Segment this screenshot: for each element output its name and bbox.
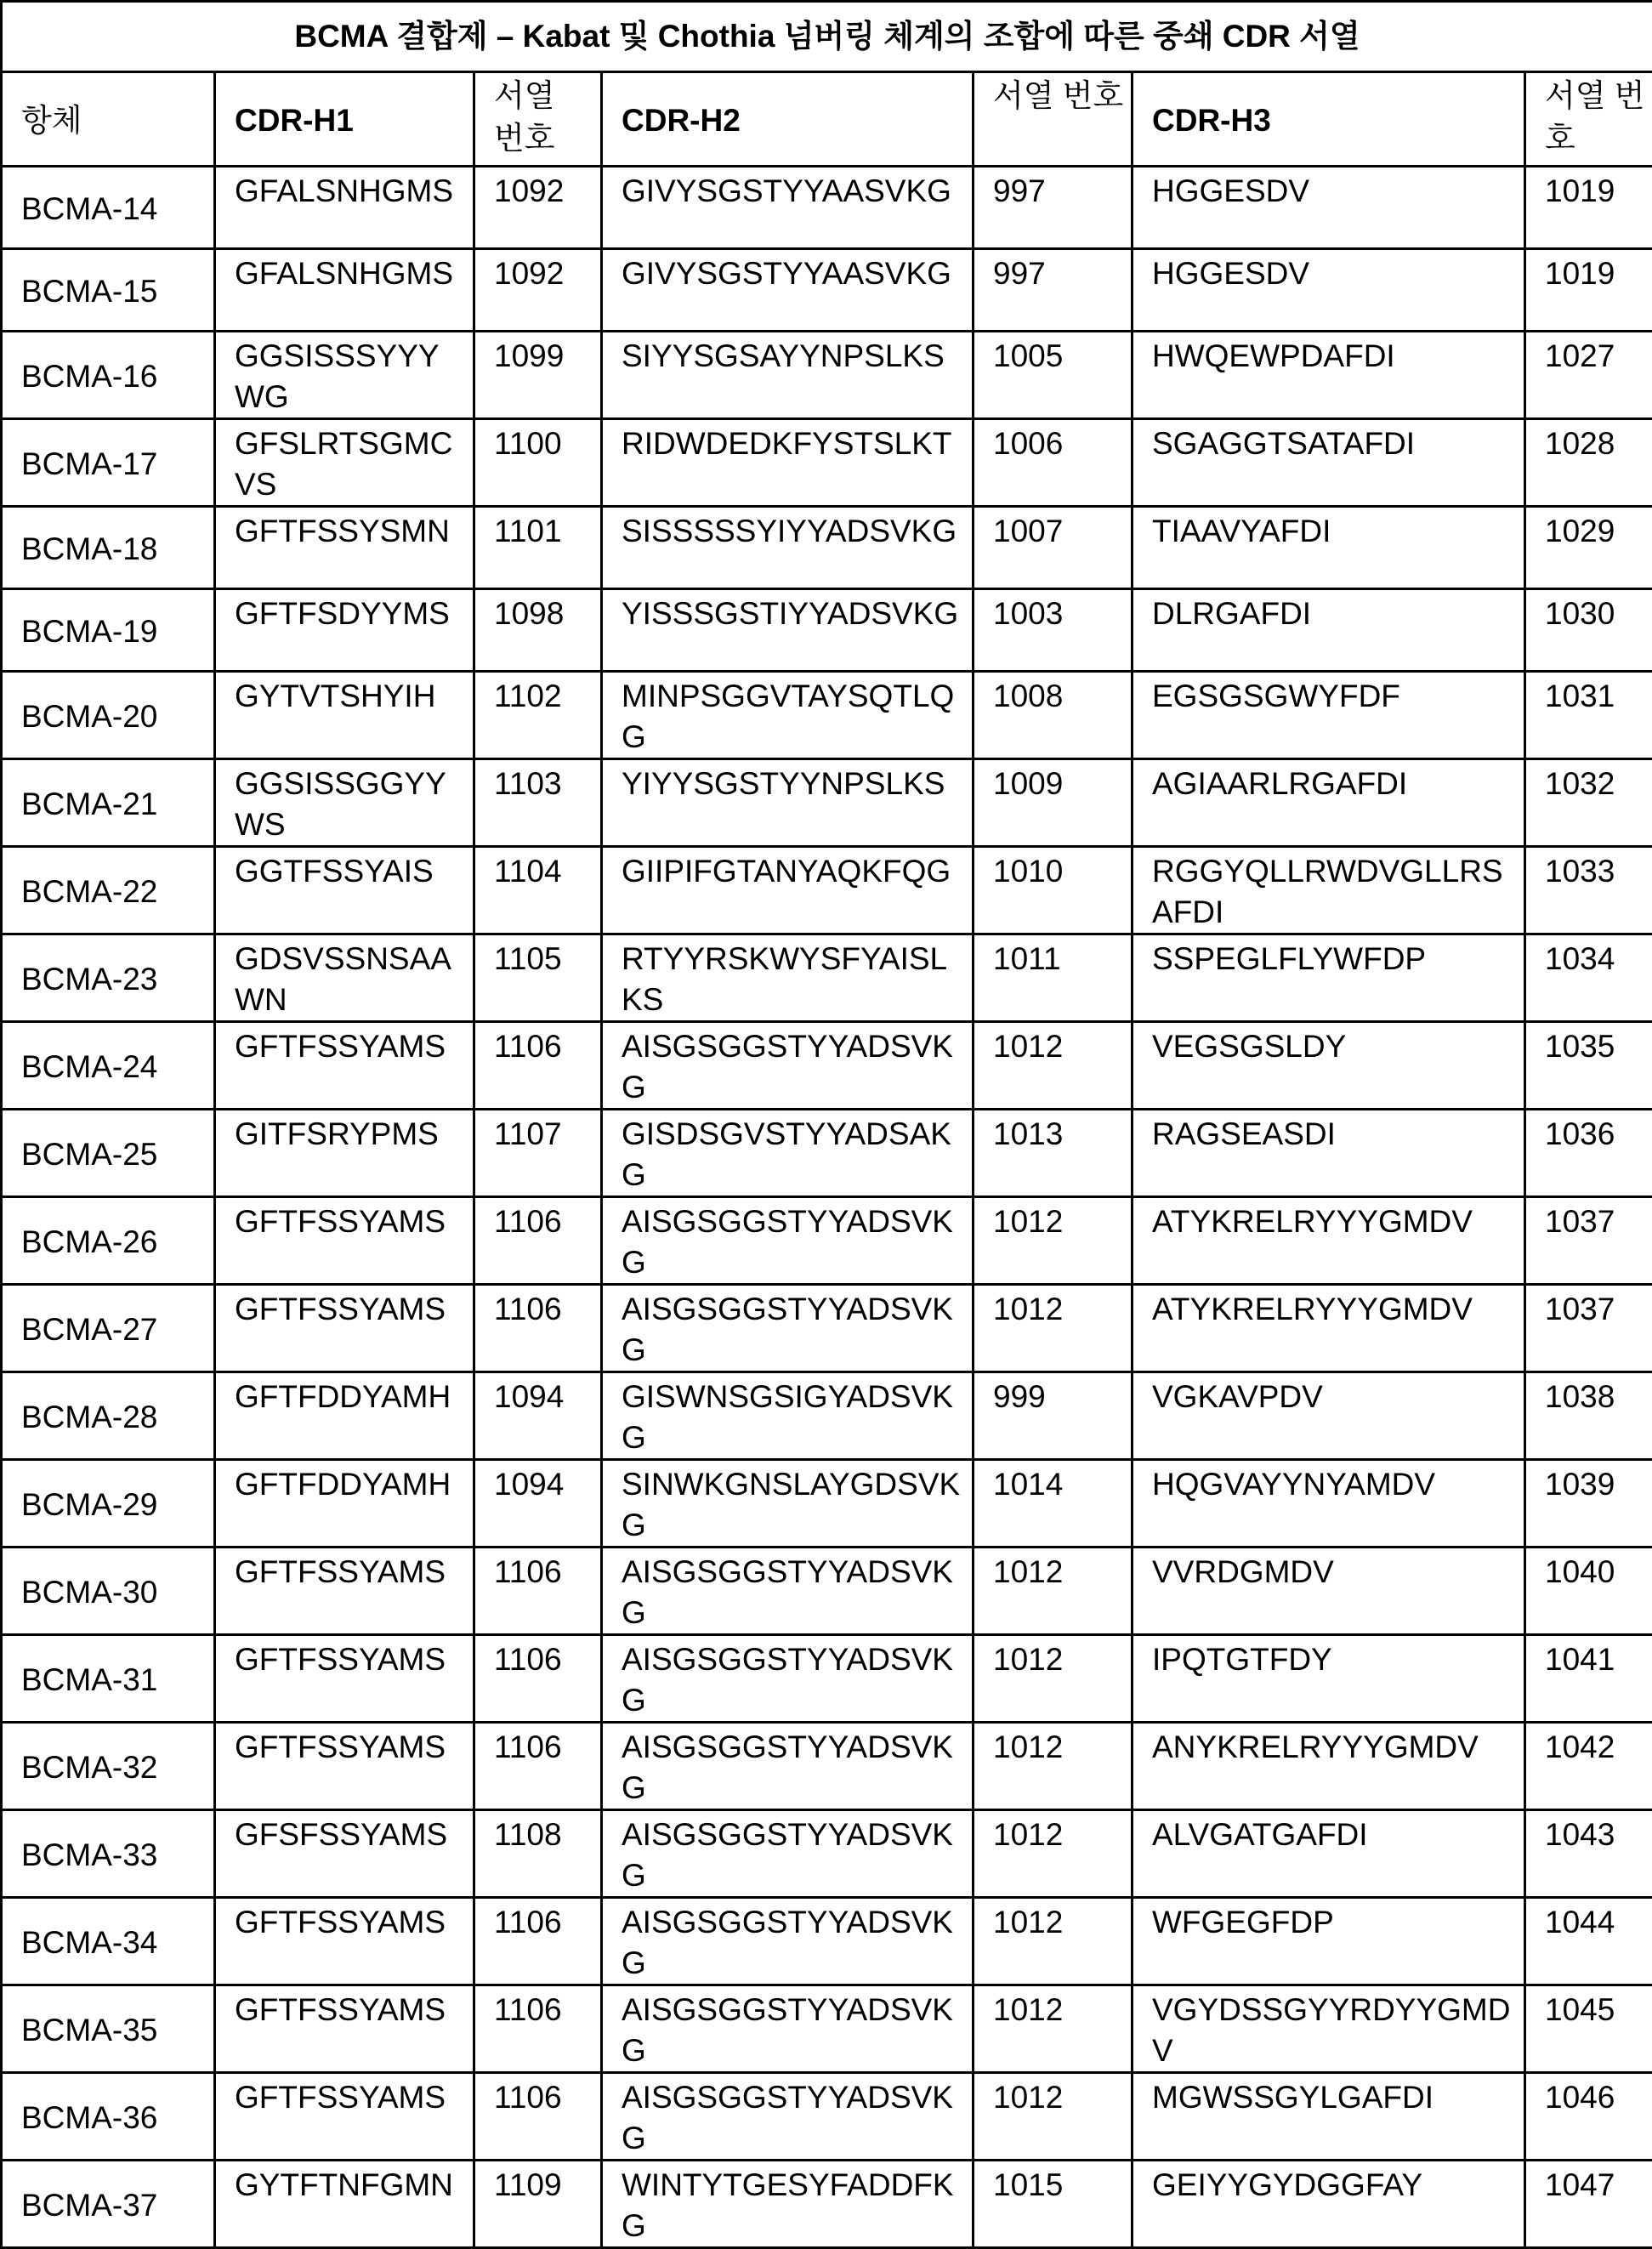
cdr-h1-cell: GFTFSSYSMN: [215, 507, 474, 589]
cdr-h2-cell: GIVYSGSTYYAASVKG: [602, 249, 974, 332]
cdr-h3-seq-id-cell: 1042: [1525, 1723, 1652, 1810]
cdr-h2-seq-id-cell: 1012: [974, 1635, 1133, 1723]
cdr-h2-cell: RTYYRSKWYSFYAISLKS: [602, 934, 974, 1022]
cdr-h3-cell: HQGVAYYNYAMDV: [1133, 1460, 1525, 1548]
cdr-h1-seq-id-cell: 1106: [474, 1723, 602, 1810]
cdr-h2-cell: GISWNSGSIGYADSVKG: [602, 1372, 974, 1460]
cdr-h2-cell: AISGSGGSTYYADSVKG: [602, 1898, 974, 1985]
cdr-h3-cell: MGWSSGYLGAFDI: [1133, 2073, 1525, 2161]
cdr-h2-cell: SINWKGNSLAYGDSVKG: [602, 1460, 974, 1548]
cdr-h1-seq-id-cell: 1092: [474, 167, 602, 249]
cdr-h1-seq-id-cell: 1107: [474, 1110, 602, 1197]
cdr-h2-cell: WINTYTGESYFADDFKG: [602, 2161, 974, 2248]
cdr-h1-seq-id-cell: 1101: [474, 507, 602, 589]
cdr-h1-cell: GFTFDDYAMH: [215, 1460, 474, 1548]
cdr-h2-seq-id-cell: 999: [974, 1372, 1133, 1460]
cdr-h3-cell: VVRDGMDV: [1133, 1548, 1525, 1635]
cdr-h2-seq-id-cell: 1012: [974, 1810, 1133, 1898]
cdr-h2-cell: YIYYSGSTYYNPSLKS: [602, 759, 974, 847]
cdr-h1-cell: GFTFSSYAMS: [215, 1548, 474, 1635]
table-row: [2, 332, 1652, 419]
antibody-cell: BCMA-15: [2, 249, 215, 332]
antibody-cell: BCMA-25: [2, 1110, 215, 1197]
cdr-h2-seq-id-cell: 1010: [974, 847, 1133, 934]
cdr-h2-cell: MINPSGGVTAYSQTLQG: [602, 672, 974, 759]
cdr-h1-cell: GFTFSSYAMS: [215, 1985, 474, 2073]
cdr-h2-seq-id-cell: 997: [974, 249, 1133, 332]
table-row: [2, 1285, 1652, 1372]
header-seq-no-3: 서열 번호: [1525, 72, 1652, 167]
cdr-h1-seq-id-cell: 1106: [474, 2073, 602, 2161]
cdr-h2-seq-id-cell: 1012: [974, 1548, 1133, 1635]
table-row: [2, 167, 1652, 249]
cdr-h2-seq-id-cell: 1012: [974, 1285, 1133, 1372]
cdr-h1-cell: GFTFSDYYMS: [215, 589, 474, 672]
cdr-h2-seq-id-cell: 1011: [974, 934, 1133, 1022]
cdr-h1-cell: GFTFSSYAMS: [215, 1022, 474, 1110]
cdr-h3-seq-id-cell: 1032: [1525, 759, 1652, 847]
cdr-h2-seq-id-cell: 1009: [974, 759, 1133, 847]
cdr-h1-cell: GDSVSSNSAAWN: [215, 934, 474, 1022]
cdr-h2-seq-id-cell: 997: [974, 167, 1133, 249]
cdr-h1-seq-id-cell: 1106: [474, 1635, 602, 1723]
antibody-cell: BCMA-34: [2, 1898, 215, 1985]
cdr-h2-cell: AISGSGGSTYYADSVKG: [602, 2073, 974, 2161]
cdr-h3-cell: WFGEGFDP: [1133, 1898, 1525, 1985]
cdr-h3-seq-id-cell: 1038: [1525, 1372, 1652, 1460]
header-cdr-h3: CDR-H3: [1133, 72, 1525, 167]
cdr-h2-cell: AISGSGGSTYYADSVKG: [602, 1197, 974, 1285]
cdr-h1-seq-id-cell: 1106: [474, 1898, 602, 1985]
cdr-h1-cell: GFSFSSYAMS: [215, 1810, 474, 1898]
table-row: [2, 672, 1652, 759]
table-row: [2, 1548, 1652, 1635]
cdr-h3-cell: EGSGSGWYFDF: [1133, 672, 1525, 759]
cdr-h2-seq-id-cell: 1015: [974, 2161, 1133, 2248]
cdr-h3-cell: ATYKRELRYYYGMDV: [1133, 1197, 1525, 1285]
antibody-cell: BCMA-21: [2, 759, 215, 847]
cdr-h3-seq-id-cell: 1033: [1525, 847, 1652, 934]
cdr-h3-seq-id-cell: 1027: [1525, 332, 1652, 419]
cdr-h2-cell: AISGSGGSTYYADSVKG: [602, 1285, 974, 1372]
cdr-h1-cell: GFTFSSYAMS: [215, 1635, 474, 1723]
cdr-h1-cell: GFSLRTSGMCVS: [215, 419, 474, 507]
cdr-h3-cell: ALVGATGAFDI: [1133, 1810, 1525, 1898]
table-row: [2, 847, 1652, 934]
cdr-h1-seq-id-cell: 1106: [474, 1022, 602, 1110]
cdr-h2-seq-id-cell: 1008: [974, 672, 1133, 759]
cdr-h3-cell: VGYDSSGYYRDYYGMDV: [1133, 1985, 1525, 2073]
cdr-h2-cell: GIVYSGSTYYAASVKG: [602, 167, 974, 249]
cdr-h3-seq-id-cell: 1019: [1525, 167, 1652, 249]
cdr-h1-cell: GFALSNHGMS: [215, 249, 474, 332]
cdr-h1-cell: GFTFSSYAMS: [215, 1197, 474, 1285]
cdr-h1-cell: GFTFSSYAMS: [215, 1723, 474, 1810]
cdr-h3-cell: RAGSEASDI: [1133, 1110, 1525, 1197]
cdr-h2-cell: SISSSSSYIYYADSVKG: [602, 507, 974, 589]
cdr-h2-cell: GISDSGVSTYYADSAKG: [602, 1110, 974, 1197]
cdr-h1-seq-id-cell: 1099: [474, 332, 602, 419]
table-row: [2, 1022, 1652, 1110]
cdr-h3-seq-id-cell: 1019: [1525, 249, 1652, 332]
cdr-h2-cell: AISGSGGSTYYADSVKG: [602, 1723, 974, 1810]
antibody-cell: BCMA-29: [2, 1460, 215, 1548]
cdr-h1-seq-id-cell: 1108: [474, 1810, 602, 1898]
cdr-h1-seq-id-cell: 1105: [474, 934, 602, 1022]
cdr-h3-cell: SGAGGTSATAFDI: [1133, 419, 1525, 507]
cdr-h2-seq-id-cell: 1012: [974, 1197, 1133, 1285]
cdr-h3-seq-id-cell: 1045: [1525, 1985, 1652, 2073]
cdr-h3-cell: HGGESDV: [1133, 249, 1525, 332]
cdr-h2-cell: YISSSGSTIYYADSVKG: [602, 589, 974, 672]
antibody-cell: BCMA-33: [2, 1810, 215, 1898]
table-row: [2, 1810, 1652, 1898]
antibody-cell: BCMA-16: [2, 332, 215, 419]
antibody-cell: BCMA-31: [2, 1635, 215, 1723]
antibody-cell: BCMA-37: [2, 2161, 215, 2248]
antibody-cell: BCMA-35: [2, 1985, 215, 2073]
cdr-h1-cell: GFTFSSYAMS: [215, 2073, 474, 2161]
cdr-sequence-table: [0, 0, 1652, 2249]
antibody-cell: BCMA-17: [2, 419, 215, 507]
cdr-h2-seq-id-cell: 1006: [974, 419, 1133, 507]
cdr-h3-cell: IPQTGTFDY: [1133, 1635, 1525, 1723]
cdr-h3-seq-id-cell: 1043: [1525, 1810, 1652, 1898]
cdr-h1-seq-id-cell: 1092: [474, 249, 602, 332]
cdr-h3-seq-id-cell: 1028: [1525, 419, 1652, 507]
cdr-h1-cell: GGSISSGGYYWS: [215, 759, 474, 847]
cdr-h1-cell: GFTFSSYAMS: [215, 1285, 474, 1372]
table-title: BCMA 결합제 – Kabat 및 Chothia 넘버링 체계의 조합에 따른 중쇄 CDR 서열: [2, 2, 1652, 72]
antibody-cell: BCMA-24: [2, 1022, 215, 1110]
cdr-h3-cell: VGKAVPDV: [1133, 1372, 1525, 1460]
cdr-h3-cell: HWQEWPDAFDI: [1133, 332, 1525, 419]
cdr-h2-cell: GIIPIFGTANYAQKFQG: [602, 847, 974, 934]
cdr-h3-cell: VEGSGSLDY: [1133, 1022, 1525, 1110]
cdr-h1-seq-id-cell: 1100: [474, 419, 602, 507]
cdr-h3-seq-id-cell: 1047: [1525, 2161, 1652, 2248]
table-row: [2, 1197, 1652, 1285]
table-row: [2, 1110, 1652, 1197]
cdr-h1-cell: GITFSRYPMS: [215, 1110, 474, 1197]
cdr-h2-cell: AISGSGGSTYYADSVKG: [602, 1810, 974, 1898]
cdr-h2-seq-id-cell: 1003: [974, 589, 1133, 672]
antibody-cell: BCMA-32: [2, 1723, 215, 1810]
cdr-h1-seq-id-cell: 1106: [474, 1285, 602, 1372]
table-row: [2, 1635, 1652, 1723]
table-row: [2, 1985, 1652, 2073]
antibody-cell: BCMA-18: [2, 507, 215, 589]
antibody-cell: BCMA-28: [2, 1372, 215, 1460]
cdr-h1-cell: GYTFTNFGMN: [215, 2161, 474, 2248]
antibody-cell: BCMA-22: [2, 847, 215, 934]
header-cdr-h2: CDR-H2: [602, 72, 974, 167]
table-row: [2, 419, 1652, 507]
cdr-h3-seq-id-cell: 1036: [1525, 1110, 1652, 1197]
cdr-h1-seq-id-cell: 1109: [474, 2161, 602, 2248]
antibody-cell: BCMA-27: [2, 1285, 215, 1372]
table-row: [2, 1460, 1652, 1548]
cdr-h1-seq-id-cell: 1098: [474, 589, 602, 672]
cdr-h3-seq-id-cell: 1030: [1525, 589, 1652, 672]
cdr-h3-seq-id-cell: 1029: [1525, 507, 1652, 589]
cdr-h1-cell: GFTFSSYAMS: [215, 1898, 474, 1985]
cdr-h2-seq-id-cell: 1007: [974, 507, 1133, 589]
cdr-h2-cell: SIYYSGSAYYNPSLKS: [602, 332, 974, 419]
cdr-h2-seq-id-cell: 1012: [974, 1723, 1133, 1810]
antibody-cell: BCMA-14: [2, 167, 215, 249]
antibody-cell: BCMA-36: [2, 2073, 215, 2161]
cdr-h3-seq-id-cell: 1040: [1525, 1548, 1652, 1635]
cdr-h3-seq-id-cell: 1037: [1525, 1285, 1652, 1372]
cdr-h3-cell: DLRGAFDI: [1133, 589, 1525, 672]
cdr-h1-cell: GFTFDDYAMH: [215, 1372, 474, 1460]
cdr-h2-cell: RIDWDEDKFYSTSLKT: [602, 419, 974, 507]
table-row: [2, 1898, 1652, 1985]
header-antibody: 항체: [2, 72, 215, 167]
table-title-row: [2, 2, 1652, 72]
cdr-h3-seq-id-cell: 1046: [1525, 2073, 1652, 2161]
table-row: [2, 1372, 1652, 1460]
cdr-h2-cell: AISGSGGSTYYADSVKG: [602, 1548, 974, 1635]
cdr-h2-seq-id-cell: 1014: [974, 1460, 1133, 1548]
table-row: [2, 2073, 1652, 2161]
cdr-h2-seq-id-cell: 1012: [974, 1022, 1133, 1110]
table-row: [2, 589, 1652, 672]
cdr-h3-seq-id-cell: 1044: [1525, 1898, 1652, 1985]
cdr-h3-cell: AGIAARLRGAFDI: [1133, 759, 1525, 847]
table-row: [2, 249, 1652, 332]
header-cdr-h1: CDR-H1: [215, 72, 474, 167]
cdr-h1-seq-id-cell: 1103: [474, 759, 602, 847]
cdr-h3-cell: ANYKRELRYYYGMDV: [1133, 1723, 1525, 1810]
cdr-h1-seq-id-cell: 1094: [474, 1460, 602, 1548]
cdr-h3-seq-id-cell: 1039: [1525, 1460, 1652, 1548]
cdr-h1-cell: GFALSNHGMS: [215, 167, 474, 249]
cdr-h1-cell: GGSISSSYYYWG: [215, 332, 474, 419]
cdr-h3-cell: GEIYYGYDGGFAY: [1133, 2161, 1525, 2248]
table-row: [2, 759, 1652, 847]
cdr-h1-seq-id-cell: 1106: [474, 1197, 602, 1285]
header-row: [2, 72, 1652, 167]
cdr-h1-cell: GGTFSSYAIS: [215, 847, 474, 934]
cdr-h3-seq-id-cell: 1041: [1525, 1635, 1652, 1723]
cdr-h1-seq-id-cell: 1094: [474, 1372, 602, 1460]
cdr-h3-cell: ATYKRELRYYYGMDV: [1133, 1285, 1525, 1372]
cdr-h2-cell: AISGSGGSTYYADSVKG: [602, 1985, 974, 2073]
table-row: [2, 1723, 1652, 1810]
cdr-h2-seq-id-cell: 1005: [974, 332, 1133, 419]
cdr-h1-seq-id-cell: 1104: [474, 847, 602, 934]
cdr-h2-seq-id-cell: 1012: [974, 1985, 1133, 2073]
cdr-h1-seq-id-cell: 1102: [474, 672, 602, 759]
table-row: [2, 507, 1652, 589]
cdr-h3-seq-id-cell: 1031: [1525, 672, 1652, 759]
header-seq-no-1: 서열 번호: [474, 72, 602, 167]
table-row: [2, 2161, 1652, 2248]
cdr-h3-cell: HGGESDV: [1133, 167, 1525, 249]
cdr-h3-cell: TIAAVYAFDI: [1133, 507, 1525, 589]
cdr-h3-seq-id-cell: 1035: [1525, 1022, 1652, 1110]
cdr-h2-seq-id-cell: 1012: [974, 1898, 1133, 1985]
cdr-h1-seq-id-cell: 1106: [474, 1548, 602, 1635]
cdr-h3-seq-id-cell: 1037: [1525, 1197, 1652, 1285]
cdr-h2-seq-id-cell: 1013: [974, 1110, 1133, 1197]
cdr-h2-seq-id-cell: 1012: [974, 2073, 1133, 2161]
cdr-h3-cell: RGGYQLLRWDVGLLRSAFDI: [1133, 847, 1525, 934]
antibody-cell: BCMA-20: [2, 672, 215, 759]
cdr-h2-cell: AISGSGGSTYYADSVKG: [602, 1635, 974, 1723]
cdr-h2-cell: AISGSGGSTYYADSVKG: [602, 1022, 974, 1110]
antibody-cell: BCMA-19: [2, 589, 215, 672]
cdr-h3-cell: SSPEGLFLYWFDP: [1133, 934, 1525, 1022]
antibody-cell: BCMA-26: [2, 1197, 215, 1285]
cdr-h3-seq-id-cell: 1034: [1525, 934, 1652, 1022]
antibody-cell: BCMA-30: [2, 1548, 215, 1635]
table-row: [2, 934, 1652, 1022]
antibody-cell: BCMA-23: [2, 934, 215, 1022]
cdr-h1-seq-id-cell: 1106: [474, 1985, 602, 2073]
header-seq-no-2: 서열 번호: [974, 72, 1133, 167]
cdr-h1-cell: GYTVTSHYIH: [215, 672, 474, 759]
